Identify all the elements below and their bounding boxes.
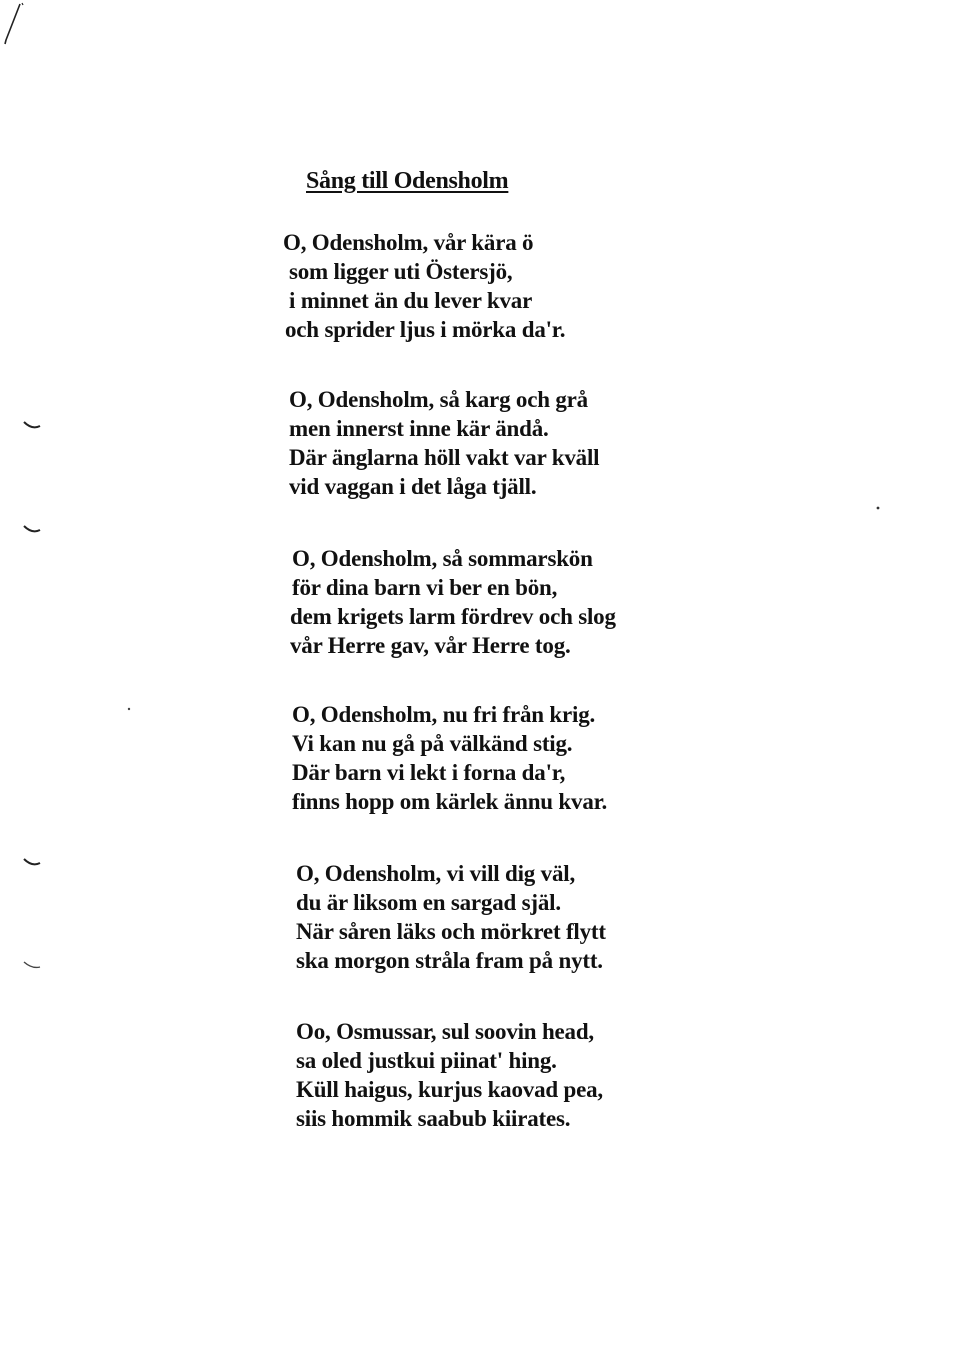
margin-punch-mark — [22, 855, 42, 869]
poem-line: ska morgon stråla fram på nytt. — [296, 948, 603, 973]
poem-line: sa oled justkui piinat' hing. — [296, 1048, 557, 1073]
poem-line: Küll haigus, kurjus kaovad pea, — [296, 1077, 603, 1102]
poem-line: vår Herre gav, vår Herre tog. — [290, 633, 571, 658]
poem-line: Där barn vi lekt i forna da'r, — [292, 760, 566, 785]
poem-line: dem krigets larm fördrev och slog — [290, 604, 616, 629]
poem-line: Där änglarna höll vakt var kväll — [289, 445, 600, 470]
poem-line: När såren läks och mörkret flytt — [296, 919, 606, 944]
poem-line: Vi kan nu gå på välkänd stig. — [292, 731, 573, 756]
stanza-4 — [292, 700, 607, 816]
poem-line: Oo, Osmussar, sul soovin head, — [296, 1019, 594, 1044]
poem-line: du är liksom en sargad själ. — [296, 890, 561, 915]
poem-line: för dina barn vi ber en bön, — [292, 575, 558, 600]
poem-line: siis hommik saabub kiirates. — [296, 1106, 571, 1131]
poem-line: i minnet än du lever kvar — [289, 288, 533, 313]
poem-line: O, Odensholm, vår kära ö — [283, 230, 534, 255]
stanza-5 — [296, 859, 606, 975]
scan-speck — [875, 505, 881, 511]
corner-slash-mark — [0, 0, 30, 50]
poem-line: och sprider ljus i mörka da'r. — [285, 317, 566, 342]
poem-line: O, Odensholm, nu fri från krig. — [292, 702, 596, 727]
margin-punch-mark — [22, 958, 42, 972]
poem-line: vid vaggan i det låga tjäll. — [289, 474, 537, 499]
stanza-3 — [290, 544, 616, 660]
margin-punch-mark — [22, 418, 42, 432]
poem-line: men innerst inne kär ändå. — [289, 416, 549, 441]
margin-punch-mark — [22, 522, 42, 536]
stanza-2 — [289, 385, 599, 501]
stanza-6 — [296, 1017, 603, 1133]
poem-line: O, Odensholm, så karg och grå — [289, 387, 588, 412]
poem-title: Sång till Odensholm — [306, 168, 509, 194]
scan-speck — [126, 706, 132, 712]
poem-line: O, Odensholm, vi vill dig väl, — [296, 861, 575, 886]
poem-line: finns hopp om kärlek ännu kvar. — [292, 789, 608, 814]
stanza-1 — [283, 228, 565, 344]
poem-line: O, Odensholm, så sommarskön — [292, 546, 593, 571]
poem-line: som ligger uti Östersjö, — [289, 259, 513, 284]
